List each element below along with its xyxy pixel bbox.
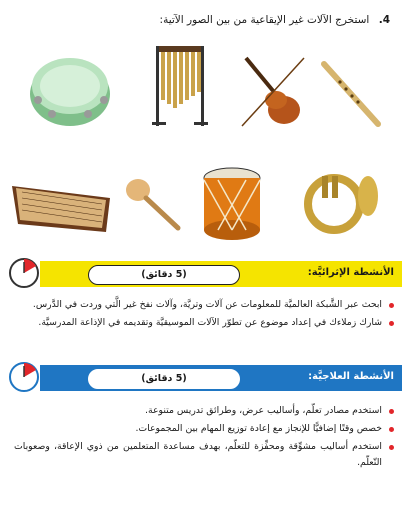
remedial-duration: (5 دقائق) bbox=[88, 369, 240, 389]
remedial-banner bbox=[40, 365, 402, 391]
question-text: استخرج الآلات غير الإيقاعية من بين الصور الآتية: bbox=[159, 14, 370, 26]
enrichment-duration: (5 دقائق) bbox=[88, 265, 240, 285]
tubular-bells-icon bbox=[150, 40, 210, 132]
question-line bbox=[160, 14, 390, 26]
violin-icon bbox=[238, 52, 308, 132]
qanun-icon bbox=[6, 176, 116, 238]
timer-icon bbox=[8, 257, 40, 289]
maracas-icon bbox=[120, 172, 184, 234]
enrichment-title: الأنشطة الإثرائيَّة: bbox=[307, 267, 394, 278]
list-item: استخدم مصادر تعلّم، وأساليب عرض، وطرائق تدريس متنوعة. bbox=[14, 403, 396, 419]
flute-icon bbox=[318, 60, 384, 130]
question-number: 4. bbox=[378, 14, 390, 26]
list-item: شارك زملاءك في إعداد موضوع عن تطوّر الآلات الموسيقيَّة وتقديمه في الإذاعة المدرسيَّة. bbox=[14, 315, 396, 331]
enrichment-banner bbox=[40, 261, 402, 287]
remedial-title: الأنشطة العلاجيَّة: bbox=[308, 371, 394, 382]
timer-icon bbox=[8, 361, 40, 393]
remedial-list bbox=[14, 403, 396, 473]
list-item: استخدم أساليب مشوِّقة ومحفِّزة للتعلّم، بهدف مساعدة المتعلمين من ذوي الإعاقة، وصعوبات التّعلّم. bbox=[14, 439, 396, 471]
enrichment-list bbox=[14, 297, 396, 333]
drum-icon bbox=[196, 164, 268, 244]
list-item: ابحث عبر الشَّبكة العالميَّة للمعلومات عن آلات وتريَّة، وآلات نفخ غير الَّتي وردت في الدَّرس. bbox=[14, 297, 396, 313]
list-item: خصص وقتًا إضافيًّا للإنجاز مع إعادة توزيع المهام بين المجموعات. bbox=[14, 421, 396, 437]
tuba-icon bbox=[298, 166, 382, 238]
tambourine-icon bbox=[24, 42, 116, 134]
